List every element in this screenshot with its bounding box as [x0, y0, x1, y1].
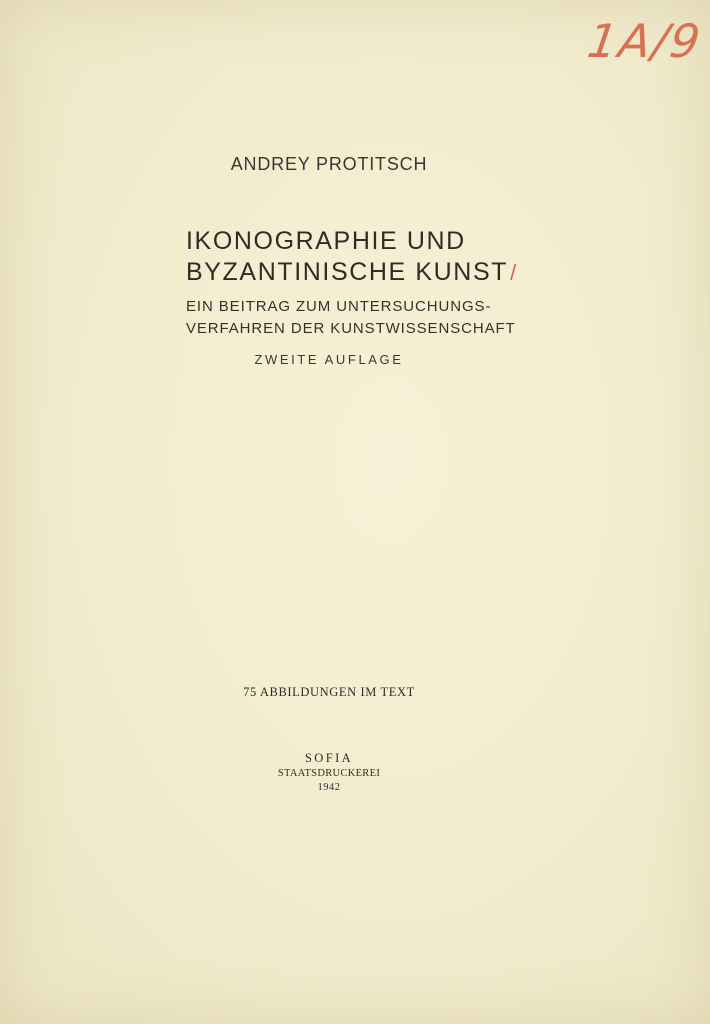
imprint [0, 750, 658, 795]
edition-note: ZWEITE AUFLAGE [254, 352, 404, 367]
imprint-publisher: STAATSDRUCKEREI [277, 768, 381, 779]
book-title [186, 226, 518, 288]
author-name: ANDREY PROTITSCH [230, 154, 428, 174]
illustrations-note: 75 ABBILDUNGEN IM TEXT [243, 685, 415, 699]
imprint-year: 1942 [317, 782, 341, 793]
book-subtitle [186, 296, 516, 340]
title-line-2-wrap [186, 257, 518, 288]
title-line-1: IKONOGRAPHIE UND [186, 227, 466, 255]
handwritten-slash-mark: / [510, 260, 518, 285]
imprint-city: SOFIA [304, 751, 354, 765]
subtitle-line-2: VERFAHREN DER KUNSTWISSENSCHAFT [186, 320, 516, 337]
handwritten-shelf-mark: 1A/9 [584, 14, 706, 68]
subtitle-line-1: EIN BEITRAG ZUM UNTERSUCHUNGS- [186, 298, 492, 315]
title-line-2: BYZANTINISCHE KUNST [186, 258, 509, 286]
